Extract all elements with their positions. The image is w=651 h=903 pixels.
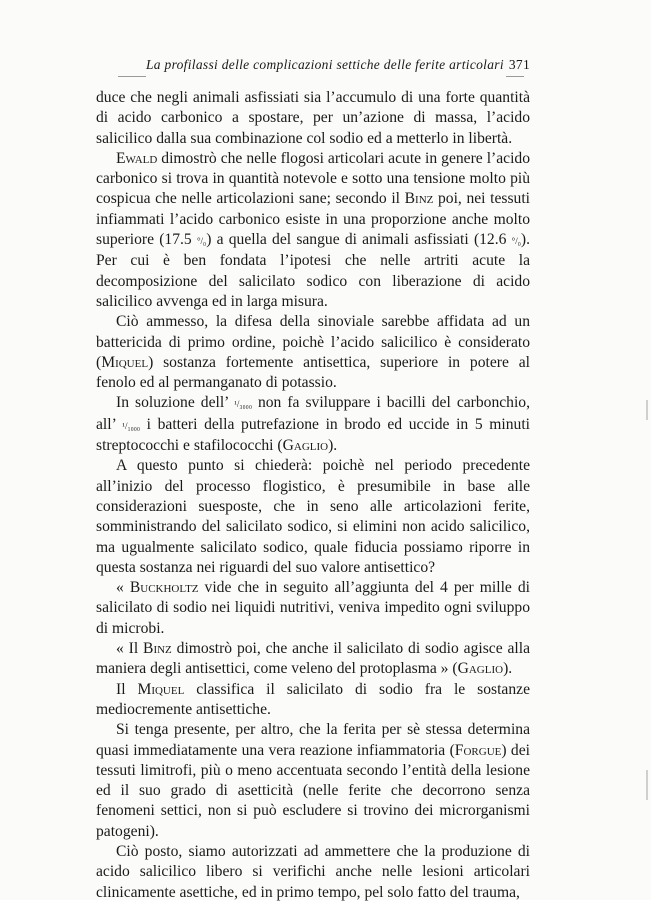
text-run: Si tenga presente, per altro, che la ferita per sè stessa determina quasi immediatamente una vera reazione infiammatoria ( — [96, 721, 530, 759]
author-name: Miquel — [137, 680, 185, 698]
text-run: « Il — [116, 640, 144, 658]
text-run: Ciò posto, siamo autorizzati ad ammettere che la produzione di acido salicilico libero si verifichi anche nelle lesioni articolari clinicamente asettiche, ed in primo tempo, pel solo fatto del trauma, — [96, 842, 530, 901]
paragraph — [96, 393, 530, 456]
text-run: Ciò ammesso, la difesa della sinoviale sarebbe affidata ad un battericida di primo ordine, poichè l’acido salicilico è considerato ( — [96, 313, 530, 371]
author-name: Ewald — [116, 149, 158, 167]
author-name: Buckholtz — [129, 579, 199, 597]
paragraph — [96, 842, 530, 903]
author-name: Gaglio — [282, 437, 329, 455]
fraction: ¹/₃₀₀₀ — [234, 399, 252, 410]
text-run: dimostrò che nelle flogosi articolari acute in genere l’acido carbonico si trova in quantità notevole e sotto una tensione molto più cospicua che nelle articolazioni sane; secondo il — [96, 149, 530, 208]
text-run: dimostrò poi, che anche il salicilato di sodio agisce alla maniera degli antisettici, come veleno del protoplasma » ( — [96, 640, 530, 678]
scan-edge-mark — [646, 400, 648, 420]
text-run: Il — [116, 680, 138, 698]
fraction: ¹/₁₀₀₀ — [122, 420, 141, 431]
text-run: ). — [328, 437, 338, 455]
text-run: ) dei tessuti limitrofi, più o meno accentuata secondo l’entità della lesione ed il suo grado di asetticità (nelle ferite che decorrono senza fenomeni settici, non si può escludere si trovino dei microrganismi patogeni). — [96, 741, 530, 840]
page-number: 371 — [508, 57, 530, 72]
paragraph — [96, 639, 530, 680]
author-name: Binz — [143, 640, 172, 658]
text-run: duce che negli animali asfissiati sia l’accumulo di una forte quantità di acido carbonico a spostare, per un’azione di massa, l’acido salicilico dalla sua combinazione col sodio ed a metterlo in libertà. — [96, 89, 530, 147]
paragraph — [96, 149, 530, 312]
author-name: Binz — [404, 190, 434, 208]
scan-edge-mark — [646, 770, 648, 800]
text-run: In soluzione dell’ — [116, 394, 235, 412]
paragraph — [96, 456, 530, 578]
text-run: « — [116, 579, 130, 597]
running-title: La profilassi delle complicazioni settiche delle ferite articolari — [146, 57, 504, 72]
text-run: ). Per cui è ben fondata l’ipotesi che nelle artriti acute la decomposizione del salicilato sodico con liberazione di acido salicilico avvenga ed in larga misura. — [96, 231, 530, 310]
author-name: Forgue — [454, 741, 502, 759]
author-name: Miquel — [101, 353, 149, 371]
paragraph — [96, 680, 530, 721]
text-run: A questo punto si chiederà: poichè nel periodo precedente all’inizio del processo flogistico, è presumibile in base alle considerazioni suesposte, che in seno alle articolazioni ferite, somministrando del salicilato sodico, si elimini non acido salicilico, ma ugualmente salicilato sodico, quale fiducia possiamo riporre in questa sostanza nei riguardi del suo valore antisettico? — [96, 457, 530, 576]
text-run: ) sostanza fortemente antisettica, superiore in potere al fenolo ed al permanganato di potassio. — [96, 353, 530, 392]
text-run: ) a quella del sangue di animali asfissiati (12.6 — [206, 231, 512, 249]
text-run: poi, nei tessuti infiammati l’acido carbonico esiste in una proporzione anche molto superiore (17.5 — [96, 190, 530, 249]
body-text — [96, 88, 530, 903]
text-run: classifica il salicilato di sodio fra le sostanze mediocremente antisettiche. — [96, 680, 530, 718]
paragraph — [96, 88, 530, 149]
text-run: non fa sviluppare i bacilli del carbonchio, all’ — [96, 394, 530, 433]
text-run: ). — [503, 660, 513, 678]
paragraph — [96, 720, 530, 842]
author-name: Gaglio — [457, 660, 504, 678]
fraction: °/₀ — [196, 236, 207, 247]
fraction: °/₀ — [511, 236, 521, 247]
paragraph — [96, 578, 530, 639]
header-rule-left — [118, 76, 146, 77]
paragraph — [96, 312, 530, 393]
text-run: i batteri della putrefazione in brodo ed uccide in 5 minuti streptococchi e stafilococchi ( — [96, 415, 530, 455]
text-run: vide che in seguito all’aggiunta del 4 per mille di salicilato di sodio nei liquidi nutritivi, veniva impedito ogni sviluppo di microbi. — [96, 579, 530, 637]
header-rule-right — [506, 76, 524, 77]
